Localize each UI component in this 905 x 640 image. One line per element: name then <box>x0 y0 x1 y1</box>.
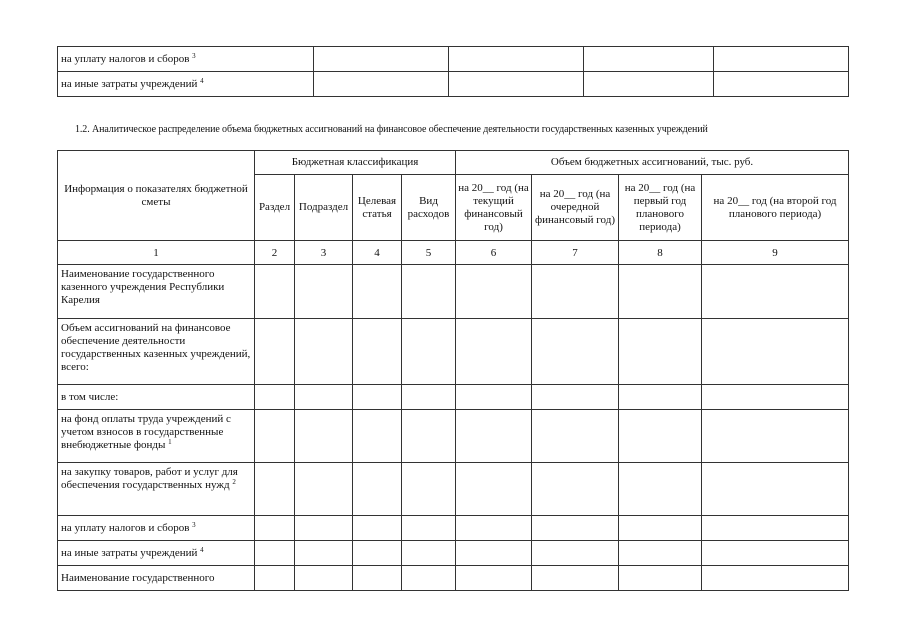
row-label: в том числе: <box>58 385 255 410</box>
budget-allocation-table <box>57 150 849 591</box>
column-number: 3 <box>295 241 353 265</box>
header-year-3: на 20__ год (на первый год планового периода) <box>619 175 702 241</box>
column-number: 1 <box>58 241 255 265</box>
row-label: Объем ассигнований на финансовое обеспечение деятельности государственных казенных учреждений, всего: <box>58 319 255 385</box>
header-razdel: Раздел <box>255 175 295 241</box>
column-number: 9 <box>702 241 849 265</box>
table-cell <box>449 47 584 72</box>
table-cell <box>314 47 449 72</box>
table-cell <box>714 47 849 72</box>
table-row <box>58 72 849 97</box>
row-label: на уплату налогов и сборов $^3$ <box>58 516 255 541</box>
row-label: на иные затраты учреждений $^4$ <box>58 72 314 97</box>
table-row <box>58 319 849 385</box>
column-number-row <box>58 241 849 265</box>
row-label: на закупку товаров, работ и услуг для обеспечения государственных нужд $^2$ <box>58 463 255 516</box>
table-cell <box>449 72 584 97</box>
row-label: на уплату налогов и сборов $^3$ <box>58 47 314 72</box>
header-volume: Объем бюджетных ассигнований, тыс. руб. <box>456 151 849 175</box>
row-label: на фонд оплаты труда учреждений с учетом взносов в государственные внебюджетные фонды $^1$ <box>58 410 255 463</box>
column-number: 7 <box>532 241 619 265</box>
table-row <box>58 541 849 566</box>
table-row <box>58 265 849 319</box>
table-cell <box>584 47 714 72</box>
table-row <box>58 463 849 516</box>
column-number: 6 <box>456 241 532 265</box>
column-number: 8 <box>619 241 702 265</box>
header-target: Целевая статья <box>353 175 402 241</box>
header-year-4: на 20__ год (на второй год планового периода) <box>702 175 849 241</box>
table-cell <box>314 72 449 97</box>
table-row <box>58 410 849 463</box>
header-year-2: на 20__ год (на очередной финансовый год) <box>532 175 619 241</box>
table-cell <box>714 72 849 97</box>
row-label: Наименование государственного казенного учреждения Республики Карелия <box>58 265 255 319</box>
header-expense-type: Вид расходов <box>402 175 456 241</box>
header-info: Информация о показателях бюджетной сметы <box>58 151 255 241</box>
table-row <box>58 566 849 591</box>
header-budget-classification: Бюджетная классификация <box>255 151 456 175</box>
header-row <box>58 151 849 175</box>
table-row <box>58 516 849 541</box>
row-label: на иные затраты учреждений $^4$ <box>58 541 255 566</box>
header-year-1: на 20__ год (на текущий финансовый год) <box>456 175 532 241</box>
previous-table-fragment <box>57 46 849 97</box>
row-label: Наименование государственного <box>58 566 255 591</box>
column-number: 5 <box>402 241 456 265</box>
section-caption: 1.2. Аналитическое распределение объема бюджетных ассигнований на финансовое обеспечение деятельности государственных казенных учреждений <box>75 124 708 135</box>
header-podrazdel: Подраздел <box>295 175 353 241</box>
table-cell <box>584 72 714 97</box>
column-number: 4 <box>353 241 402 265</box>
column-number: 2 <box>255 241 295 265</box>
table-row <box>58 385 849 410</box>
table-row <box>58 47 849 72</box>
